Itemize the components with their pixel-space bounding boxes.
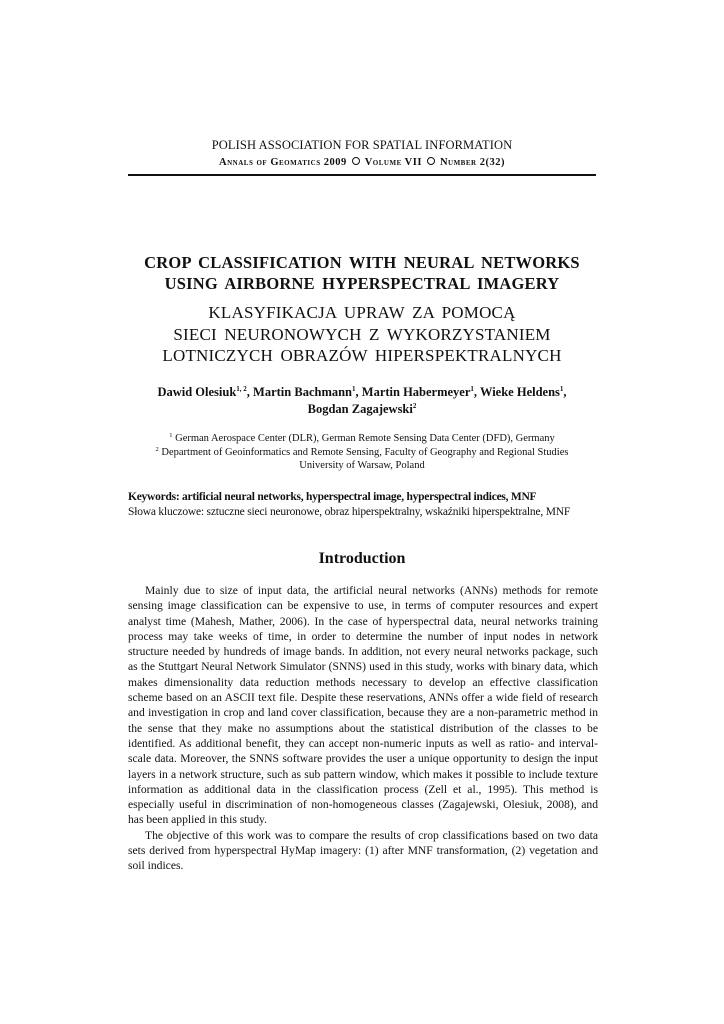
authors-line-1 [108,384,616,401]
association-name: POLISH ASSOCIATION FOR SPATIAL INFORMATION [211,138,513,152]
affiliation-text: Department of Geoinformatics and Remote Sensing, Faculty of Geography and Regional Studies [161,446,569,458]
header-divider [128,174,596,176]
paper-title-english [108,252,616,294]
volume-label: Volume VII [364,157,422,168]
title-line: USING AIRBORNE HYPERSPECTRAL IMAGERY [164,274,560,293]
keywords-english: Keywords: artificial neural networks, hyperspectral image, hyperspectral indices, MNF [128,491,537,503]
affiliation-marker: 1, 2 [236,385,247,393]
title-line: CROP CLASSIFICATION WITH NEURAL NETWORKS [144,253,580,272]
affiliations [108,432,616,473]
affiliation-2 [108,446,616,460]
affiliation-marker: 1 [169,432,173,439]
affiliation-marker: 1 [352,385,356,393]
author-name: Martin Habermeyer [361,385,471,399]
author-list [108,384,616,418]
affiliation-marker: 2 [155,445,159,453]
affiliation-marker: 1 [559,385,564,393]
affiliation-2-continued: University of Warsaw, Poland [299,460,425,471]
issue-number: Number 2(32) [439,157,505,168]
paper-title-polish [108,302,616,367]
body-paragraph: Mainly due to size of input data, the artificial neural networks (ANNs) methods for remote sensing image classification can be expensive to use, in terms of computer resources and expert analyst time (Mahesh, Mather, 2006). In the case of hyperspectral data, neural networks training process may take weeks of time, in order to determine the number of input nodes in network structure needed by hundreds of image bands. In addition, not every neural networks package, such as the Stuttgart Neural Network Simulator (SNNS) used in this study, works with binary data, which makes dimensionality data reduction methods necessary to develop an effective classification scheme based on an ASCII text file. Despite these reservations, ANNs offer a wide field of research and investigation in crop and land cover classification, because they are a non-parametric method in the sense that they make no assumptions about the statistical distribution of the classes to be identified. As additional benefit, they can accept non-numeric inputs as well as ratio- and interval-scale data. Moreover, the SNNS software provides the user a unique opportunity to design the input layers in a network structure, such as sub pattern window, which makes it possible to include texture information as additional data in the classification process (Zell et al., 1995). This method is especially useful in discrimination of non-homogeneous classes (Zagajewski, Olesiuk, 2008), and has been applied in this study. [128,584,598,827]
keywords-polish: Słowa kluczowe: sztuczne sieci neuronowe, obraz hiperspektralny, wskaźniki hiperspektralne, MNF [128,506,571,518]
affiliation-1 [108,432,616,446]
affiliation-text: German Aerospace Center (DLR), German Remote Sensing Data Center (DFD), Germany [175,433,555,444]
running-header [128,137,596,170]
body-paragraph: The objective of this work was to compare the results of crop classifications based on two data sets derived from hyperspectral HyMap imagery: (1) after MNF transformation, (2) vegetation and soil indices. [128,828,598,873]
author-name: Martin Bachmann [253,385,353,399]
bullet-circle-icon [427,157,435,165]
author-separator: , [563,385,567,399]
journal-name: Annals of Geomatics 2009 [219,157,347,168]
author-name: Wieke Heldens [479,385,560,399]
authors-line-2 [108,401,616,418]
author-separator: , [473,385,480,399]
affiliation-marker: 1 [470,385,474,393]
author-separator: , [355,385,362,399]
section-heading: Introduction [318,550,406,567]
title-line: KLASYFIKACJA UPRAW ZA POMOCĄ [208,303,516,322]
journal-line [128,155,596,170]
title-line: SIECI NEURONOWYCH Z WYKORZYSTANIEM [173,324,551,344]
keywords-block [128,490,598,520]
introduction-body [128,583,598,874]
author-name: Dawid Olesiuk [157,385,237,399]
title-line: LOTNICZYCH OBRAZÓW HIPERSPEKTRALNYCH [162,346,562,365]
author-separator: , [246,385,254,399]
affiliation-marker: 2 [412,402,417,410]
author-name: Bogdan Zagajewski [307,402,413,416]
bullet-circle-icon [352,157,360,165]
